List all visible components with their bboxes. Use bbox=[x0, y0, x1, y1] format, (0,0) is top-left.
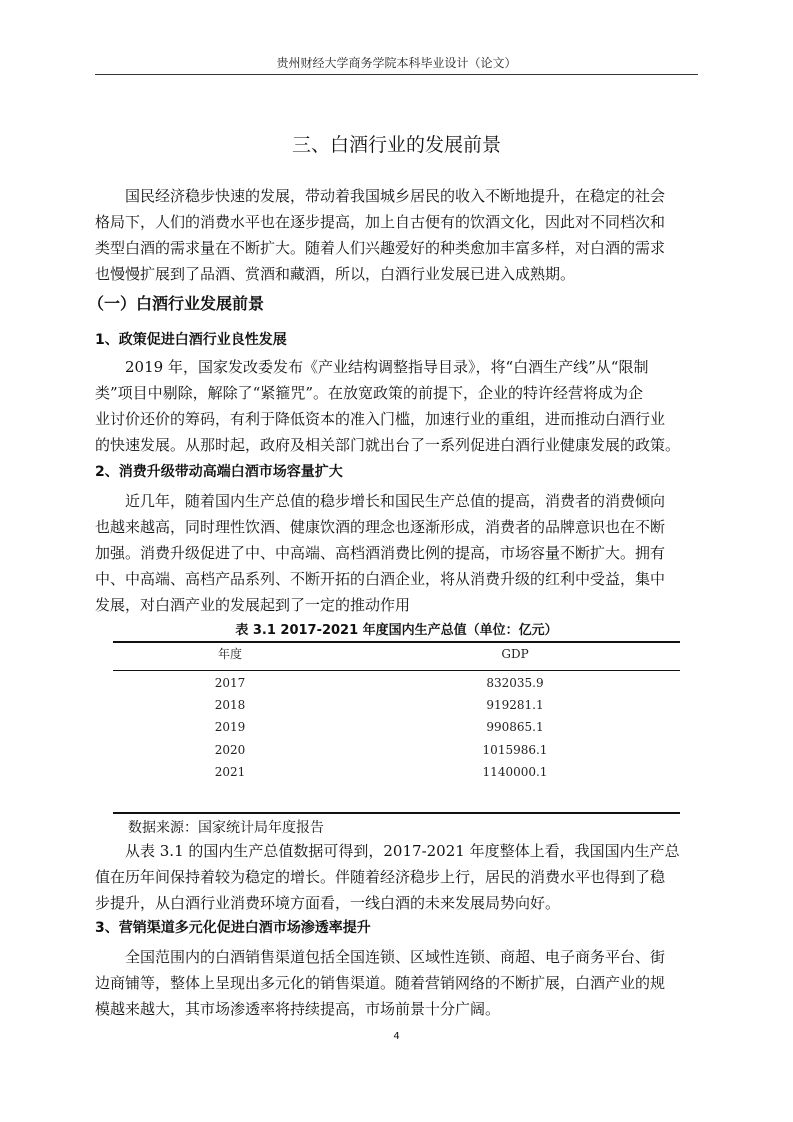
text-line: 加强。消费升级促进了中、中高端、高档酒消费比例的提高，市场容量不断扩大。拥有 bbox=[95, 544, 666, 562]
text-line: 发展，对白酒产业的发展起到了一定的推动作用 bbox=[95, 596, 411, 614]
page-number: 4 bbox=[393, 1031, 400, 1042]
text-line: 国民经济稳步快速的发展，带动着我国城乡居民的收入不断地提升，在稳定的社会 bbox=[125, 187, 666, 205]
table-cell-gdp: 990865.1 bbox=[486, 720, 544, 734]
intro-paragraph bbox=[95, 183, 698, 287]
text-line: 值在历年间保持着较为稳定的增长。伴随着经济稳步上行，居民的消费水平也得到了稳 bbox=[95, 868, 666, 886]
data-source-note: 数据来源：国家统计局年度报告 bbox=[128, 820, 324, 836]
section-heading: （一）白酒行业发展前景 bbox=[88, 294, 265, 313]
table-header-gdp: GDP bbox=[501, 647, 529, 661]
table-caption: 表 3.1 2017-2021 年度国内生产总值（单位：亿元） bbox=[235, 623, 558, 638]
header-rule bbox=[95, 74, 698, 75]
consumption-paragraph bbox=[95, 488, 698, 618]
subsection-heading-2: 2、消费升级带动高端白酒市场容量扩大 bbox=[95, 464, 343, 480]
text-line: 2019 年，国家发改委发布《产业结构调整指导目录》，将“白酒生产线”从“限制 bbox=[125, 358, 649, 376]
table-cell-gdp: 1015986.1 bbox=[482, 743, 548, 757]
table-cell-gdp: 1140000.1 bbox=[482, 765, 548, 779]
text-line: 格局下，人们的消费水平也在逐步提高，加上自古便有的饮酒文化，因此对不同档次和 bbox=[95, 213, 666, 231]
table-cell-year: 2020 bbox=[214, 743, 246, 757]
text-line: 边商铺等，整体上呈现出多元化的销售渠道。随着营销网络的不断扩展，白酒产业的规 bbox=[95, 974, 666, 992]
table-cell-year: 2019 bbox=[214, 720, 246, 734]
table-cell-year: 2017 bbox=[214, 676, 246, 690]
text-line: 类型白酒的需求量在不断扩大。随着人们兴趣爱好的种类愈加丰富多样，对白酒的需求 bbox=[95, 239, 666, 257]
text-line: 的快速发展。从那时起，政府及相关部门就出台了一系列促进白酒行业健康发展的政策。 bbox=[95, 436, 681, 454]
analysis-paragraph bbox=[95, 838, 698, 916]
chapter-title: 三、白酒行业的发展前景 bbox=[291, 134, 501, 156]
text-line: 中、中高端、高档产品系列、不断开拓的白酒企业，将从消费升级的红利中受益，集中 bbox=[95, 570, 666, 588]
subsection-heading-3: 3、营销渠道多元化促进白酒市场渗透率提升 bbox=[95, 920, 371, 936]
text-line: 步提升，从白酒行业消费环境方面看，一线白酒的未来发展局势向好。 bbox=[95, 894, 561, 912]
text-line: 也越来越高，同时理性饮酒、健康饮酒的理念也逐渐形成，消费者的品牌意识也在不断 bbox=[95, 518, 666, 536]
table-bottom-rule bbox=[113, 812, 680, 814]
running-header: 贵州财经大学商务学院本科毕业设计（论文） bbox=[276, 56, 517, 70]
text-line: 从表 3.1 的国内生产总值数据可得到，2017-2021 年度整体上看，我国国内生产总 bbox=[125, 842, 680, 860]
text-line: 也慢慢扩展到了品酒、赏酒和藏酒，所以，白酒行业发展已进入成熟期。 bbox=[95, 265, 576, 283]
text-line: 全国范围内的白酒销售渠道包括全国连锁、区域性连锁、商超、电子商务平台、街 bbox=[125, 948, 666, 966]
policy-paragraph bbox=[95, 354, 698, 458]
text-line: 业讨价还价的筹码，有利于降低资本的准入门槛，加速行业的重组，进而推动白酒行业 bbox=[95, 410, 666, 428]
table-cell-year: 2018 bbox=[214, 698, 246, 712]
table-header-year: 年度 bbox=[217, 647, 242, 661]
table-top-rule bbox=[113, 641, 680, 643]
text-line: 近几年，随着国内生产总值的稳步增长和国民生产总值的提高，消费者的消费倾向 bbox=[125, 492, 666, 510]
table-header-rule bbox=[113, 670, 680, 671]
subsection-heading-1: 1、政策促进白酒行业良性发展 bbox=[95, 332, 287, 348]
table-cell-gdp: 919281.1 bbox=[486, 698, 544, 712]
text-line: 模越来越大，其市场渗透率将持续提高，市场前景十分广阔。 bbox=[95, 1000, 501, 1018]
channels-paragraph bbox=[95, 944, 698, 1022]
text-line: 类”项目中剔除，解除了“紧箍咒”。在放宽政策的前提下，企业的特许经营将成为企 bbox=[95, 384, 644, 402]
table-cell-gdp: 832035.9 bbox=[486, 676, 544, 690]
table-cell-year: 2021 bbox=[214, 765, 246, 779]
